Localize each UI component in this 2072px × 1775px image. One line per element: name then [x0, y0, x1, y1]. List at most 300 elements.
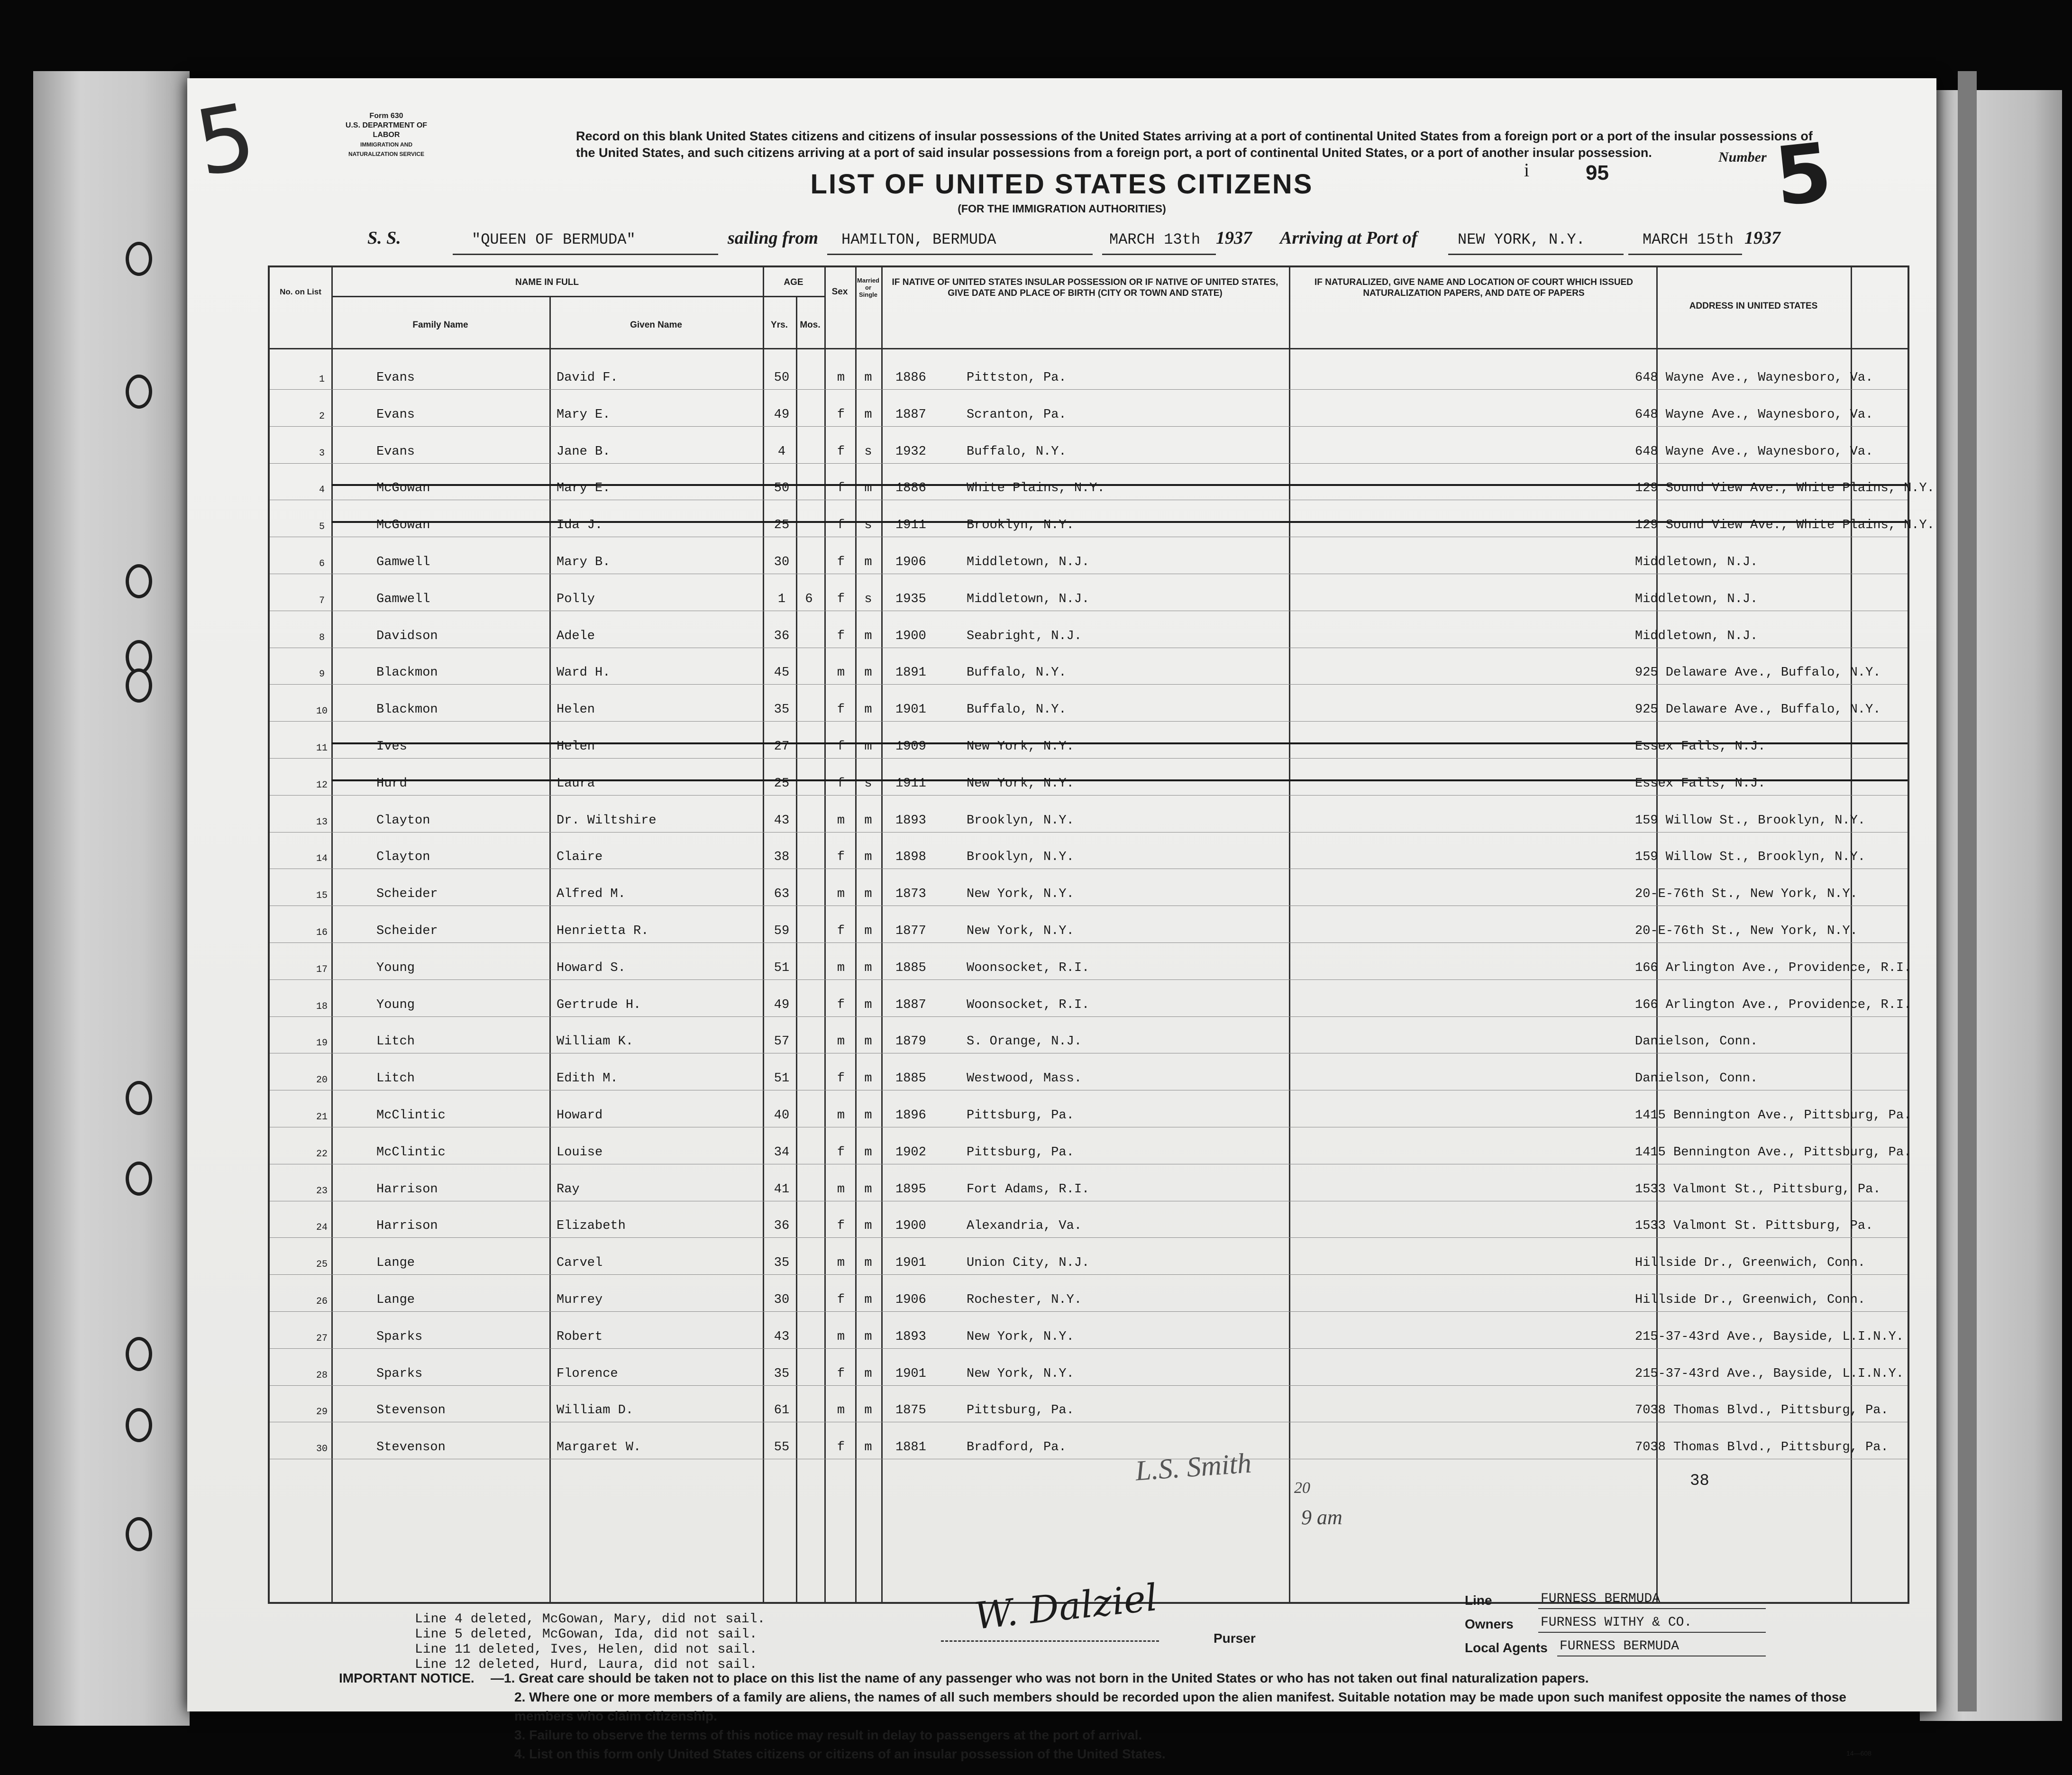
given-name: Louise: [557, 1145, 603, 1160]
given-name: Adele: [557, 629, 595, 643]
age-years: 49: [774, 407, 790, 422]
right-binder-edge: [1958, 71, 1977, 1711]
age-years: 38: [774, 850, 790, 865]
age-years: 41: [774, 1182, 790, 1197]
us-address: 129 Sound View Ave., White Plains, N.Y.: [1635, 481, 1935, 496]
row-number: 8: [319, 632, 325, 643]
birth-place: New York, N.Y.: [967, 740, 1074, 754]
small-mark: i: [1524, 159, 1530, 181]
us-address: 1415 Bennington Ave., Pittsburg, Pa.: [1635, 1145, 1912, 1160]
birth-year: 1887: [895, 407, 926, 422]
age-years: 63: [774, 887, 790, 902]
age-years: 25: [774, 776, 790, 791]
family-name: Evans: [376, 371, 415, 385]
departure-year: 1937: [1216, 228, 1252, 248]
strike-through: [331, 779, 1908, 781]
marital-status: m: [864, 1182, 872, 1197]
binder-hole: [126, 1337, 152, 1371]
col-naturalized-header: IF NATURALIZED, GIVE NAME AND LOCATION OF COURT WHICH ISSUED NATURALIZATION PAPERS, AND DATE OF PAPERS: [1314, 277, 1633, 298]
row-number: 13: [316, 816, 328, 828]
birth-year: 1909: [895, 740, 926, 754]
table-row: [270, 537, 1908, 574]
birth-place: New York, N.Y.: [967, 887, 1074, 902]
us-address: Hillside Dr., Greenwich, Conn.: [1635, 1256, 1866, 1271]
purser-signature: W. Dalziel: [972, 1576, 1159, 1638]
birth-place: Bradford, Pa.: [967, 1440, 1067, 1455]
birth-place: Buffalo, N.Y.: [967, 703, 1067, 717]
sex: f: [837, 703, 845, 717]
given-name: Alfred M.: [557, 887, 626, 902]
marital-status: s: [864, 444, 872, 459]
age-years: 57: [774, 1034, 790, 1049]
age-years: 50: [774, 371, 790, 385]
us-address: 648 Wayne Ave., Waynesboro, Va.: [1635, 407, 1873, 422]
family-name: Litch: [376, 1034, 415, 1049]
notice-item: 3. Failure to observe the terms of this notice may result in delay to passengers at the port of arrival.: [514, 1728, 1142, 1742]
row-number: 11: [316, 743, 328, 754]
row-number: 3: [319, 448, 325, 459]
marital-status: m: [864, 997, 872, 1012]
birth-year: 1891: [895, 666, 926, 680]
table-row: [270, 1016, 1908, 1053]
marital-status: m: [864, 481, 872, 496]
marital-status: s: [864, 592, 872, 606]
marital-status: m: [864, 1071, 872, 1086]
age-years: 51: [774, 1071, 790, 1086]
marital-status: m: [864, 1256, 872, 1271]
table-row: [270, 1349, 1908, 1386]
birth-place: Middletown, N.J.: [967, 555, 1090, 569]
family-name: Lange: [376, 1256, 415, 1271]
age-years: 27: [774, 740, 790, 754]
given-name: Florence: [557, 1366, 618, 1381]
sex: m: [837, 961, 845, 975]
col-family-header: Family Name: [412, 320, 468, 330]
fill-underline: [1628, 235, 1742, 255]
table-row: [270, 1422, 1908, 1459]
row-number: 1: [319, 374, 325, 385]
marital-status: m: [864, 1293, 872, 1307]
marital-status: m: [864, 887, 872, 902]
birth-place: New York, N.Y.: [967, 1366, 1074, 1381]
number-label: Number: [1718, 149, 1767, 165]
us-address: Hillside Dr., Greenwich, Conn.: [1635, 1293, 1866, 1307]
given-name: Claire: [557, 850, 603, 865]
family-name: Harrison: [376, 1182, 438, 1197]
agents-label: Local Agents: [1465, 1640, 1548, 1655]
left-binder-strip: [33, 71, 190, 1726]
us-address: Essex Falls, N.J.: [1635, 776, 1766, 791]
page-number: 95: [1586, 161, 1609, 184]
notice-title: IMPORTANT NOTICE.: [339, 1671, 475, 1685]
us-address: Middletown, N.J.: [1635, 629, 1758, 643]
table-row: [270, 722, 1908, 759]
us-address: 20-E-76th St., New York, N.Y.: [1635, 887, 1858, 902]
birth-place: Pittsburg, Pa.: [967, 1403, 1074, 1418]
birth-year: 1885: [895, 961, 926, 975]
table-row: [270, 611, 1908, 648]
birth-year: 1902: [895, 1145, 926, 1160]
family-name: Sparks: [376, 1329, 423, 1344]
age-years: 45: [774, 666, 790, 680]
birth-year: 1887: [895, 997, 926, 1012]
hand-note: 9 am: [1301, 1506, 1342, 1529]
given-name: Polly: [557, 592, 595, 606]
row-number: 16: [316, 927, 328, 938]
age-years: 35: [774, 1256, 790, 1271]
form-number: Form 630: [369, 112, 403, 120]
birth-year: 1911: [895, 518, 926, 533]
table-row: [270, 1238, 1908, 1275]
col-age-header: AGE: [784, 277, 803, 287]
birth-year: 1900: [895, 629, 926, 643]
given-name: Helen: [557, 740, 595, 754]
departure-port: HAMILTON, BERMUDA: [841, 231, 996, 248]
family-name: Evans: [376, 444, 415, 459]
sex: f: [837, 407, 845, 422]
us-address: 1415 Bennington Ave., Pittsburg, Pa.: [1635, 1108, 1912, 1123]
given-name: Mary B.: [557, 555, 611, 569]
given-name: William K.: [557, 1034, 634, 1049]
marital-status: m: [864, 1108, 872, 1123]
us-address: Middletown, N.J.: [1635, 592, 1758, 606]
birth-place: Union City, N.J.: [967, 1256, 1090, 1271]
sex: m: [837, 371, 845, 385]
row-number: 19: [316, 1038, 328, 1049]
sex: f: [837, 924, 845, 938]
age-years: 51: [774, 961, 790, 975]
given-name: Elizabeth: [557, 1219, 626, 1234]
marital-status: m: [864, 703, 872, 717]
us-address: 925 Delaware Ave., Buffalo, N.Y.: [1635, 703, 1881, 717]
row-number: 2: [319, 411, 325, 422]
sex: f: [837, 518, 845, 533]
given-name: Helen: [557, 703, 595, 717]
given-name: Dr. Wiltshire: [557, 813, 657, 828]
department-label: U.S. DEPARTMENT OF LABOR: [345, 121, 428, 139]
row-number: 18: [316, 1001, 328, 1012]
given-name: William D.: [557, 1403, 634, 1418]
given-name: Gertrude H.: [557, 997, 641, 1012]
birth-place: Westwood, Mass.: [967, 1071, 1082, 1086]
header-divider: [331, 296, 824, 297]
age-years: 35: [774, 1366, 790, 1381]
table-row: [270, 906, 1908, 943]
family-name: Scheider: [376, 887, 438, 902]
age-years: 36: [774, 629, 790, 643]
family-name: Scheider: [376, 924, 438, 938]
record-instructions: Record on this blank United States citizens and citizens of insular possessions of the United States arriving at a port of continental United States from a foreign port or a port of the insular possessions of the United States, and such citizens arriving at a port of said insular possessions from a foreign port, a port of continental United States, or a port of another insular possession.: [576, 129, 1813, 160]
col-mos-header: Mos.: [800, 320, 821, 330]
table-row: [270, 1201, 1908, 1238]
birth-place: Pittsburg, Pa.: [967, 1108, 1074, 1123]
us-address: 20-E-76th St., New York, N.Y.: [1635, 924, 1858, 938]
col-birth-header: IF NATIVE OF UNITED STATES INSULAR POSSESSION OR IF NATIVE OF UNITED STATES, GIVE DATE AND PLACE OF BIRTH (CITY OR TOWN AND STATE): [892, 277, 1278, 298]
birth-year: 1911: [895, 776, 926, 791]
sex: m: [837, 1329, 845, 1344]
us-address: 159 Willow St., Brooklyn, N.Y.: [1635, 813, 1866, 828]
birth-year: 1881: [895, 1440, 926, 1455]
birth-place: Middletown, N.J.: [967, 592, 1090, 606]
given-name: Robert: [557, 1329, 603, 1344]
family-name: Litch: [376, 1071, 415, 1086]
manifest-page: [187, 78, 1936, 1761]
family-name: Blackmon: [376, 666, 438, 680]
ss-label: S. S.: [367, 228, 401, 248]
birth-year: 1875: [895, 1403, 926, 1418]
owners-label: Owners: [1465, 1617, 1514, 1631]
given-name: Ray: [557, 1182, 580, 1197]
fill-underline: [1102, 235, 1216, 255]
family-name: Hurd: [376, 776, 407, 791]
col-yrs-header: Yrs.: [771, 320, 788, 330]
marital-status: m: [864, 555, 872, 569]
family-name: Stevenson: [376, 1403, 446, 1418]
us-address: 7038 Thomas Blvd., Pittsburg, Pa.: [1635, 1403, 1889, 1418]
row-number: 10: [316, 706, 328, 717]
birth-place: Pittston, Pa.: [967, 371, 1067, 385]
marital-status: m: [864, 740, 872, 754]
notice-item: —1. Great care should be taken not to place on this list the name of any passenger who was not born in the United States or who has not taken out final naturalization papers.: [491, 1671, 1589, 1685]
family-name: McClintic: [376, 1108, 446, 1123]
marital-status: m: [864, 1329, 872, 1344]
table-row: [270, 796, 1908, 833]
marital-status: s: [864, 518, 872, 533]
sex: f: [837, 592, 845, 606]
purser-line: [941, 1640, 1159, 1642]
family-name: Evans: [376, 407, 415, 422]
birth-place: New York, N.Y.: [967, 1329, 1074, 1344]
birth-year: 1886: [895, 371, 926, 385]
row-number: 5: [319, 522, 325, 533]
sex: f: [837, 997, 845, 1012]
given-name: Ward H.: [557, 666, 611, 680]
birth-place: Rochester, N.Y.: [967, 1293, 1082, 1307]
table-row: [270, 463, 1935, 500]
age-years: 30: [774, 555, 790, 569]
age-years: 34: [774, 1145, 790, 1160]
marital-status: m: [864, 407, 872, 422]
table-row: [270, 685, 1908, 722]
sex: m: [837, 1256, 845, 1271]
marital-status: m: [864, 924, 872, 938]
table-row: [270, 648, 1908, 685]
deletion-notes: [415, 1612, 765, 1673]
sex: f: [837, 1071, 845, 1086]
table-row: [270, 1385, 1908, 1422]
row-number: 9: [319, 669, 325, 680]
family-name: Young: [376, 961, 415, 975]
count-note: 38: [1690, 1472, 1709, 1490]
deletion-note: Line 5 deleted, McGowan, Ida, did not sail.: [415, 1627, 758, 1642]
birth-place: Buffalo, N.Y.: [967, 666, 1067, 680]
sex: f: [837, 1366, 845, 1381]
birth-place: Pittsburg, Pa.: [967, 1145, 1074, 1160]
birth-place: Woonsocket, R.I.: [967, 961, 1090, 975]
fill-underline: [453, 235, 718, 255]
row-number: 30: [316, 1444, 328, 1455]
sex: f: [837, 1293, 845, 1307]
marital-status: m: [864, 629, 872, 643]
birth-year: 1900: [895, 1219, 926, 1234]
binder-hole: [126, 1408, 152, 1442]
col-no-header: No. on List: [280, 287, 321, 296]
given-name: Mary E.: [557, 481, 611, 496]
binder-hole: [126, 1081, 152, 1115]
birth-year: 1877: [895, 924, 926, 938]
strike-through: [331, 521, 1908, 523]
us-address: 159 Willow St., Brooklyn, N.Y.: [1635, 850, 1866, 865]
service-label: IMMIGRATION AND NATURALIZATION SERVICE: [348, 141, 424, 157]
marital-status: m: [864, 1034, 872, 1049]
birth-place: Brooklyn, N.Y.: [967, 518, 1074, 533]
right-binder-strip: [1920, 90, 2062, 1721]
row-number: 20: [316, 1075, 328, 1086]
birth-year: 1896: [895, 1108, 926, 1123]
us-address: 925 Delaware Ave., Buffalo, N.Y.: [1635, 666, 1881, 680]
age-years: 50: [774, 481, 790, 496]
col-name-header: NAME IN FULL: [515, 277, 579, 287]
table-row: [270, 427, 1908, 464]
us-address: 1533 Valmont St., Pittsburg, Pa.: [1635, 1182, 1881, 1197]
departure-date: MARCH 13th: [1109, 231, 1201, 248]
table-row: [270, 353, 1908, 390]
notice-item: 4. List on this form only United States citizens or citizens of an insular possession of the United States.: [514, 1747, 1166, 1761]
marital-status: m: [864, 1403, 872, 1418]
family-name: McGowan: [376, 481, 430, 496]
sex: f: [837, 740, 845, 754]
given-name: Howard: [557, 1108, 603, 1123]
birth-place: S. Orange, N.J.: [967, 1034, 1082, 1049]
given-name: Laura: [557, 776, 595, 791]
row-number: 21: [316, 1112, 328, 1123]
fill-underline: [1538, 1608, 1766, 1609]
table-row: [270, 943, 1912, 980]
col-married-header: Married or Single: [857, 277, 879, 298]
birth-year: 1935: [895, 592, 926, 606]
fill-underline: [1448, 235, 1624, 255]
binder-hole: [126, 564, 152, 598]
birth-place: New York, N.Y.: [967, 776, 1074, 791]
birth-place: Fort Adams, R.I.: [967, 1182, 1090, 1197]
form-code: 14—608: [1846, 1749, 1871, 1757]
sex: m: [837, 1108, 845, 1123]
family-name: McGowan: [376, 518, 430, 533]
marital-status: m: [864, 1440, 872, 1455]
fill-underline: [1538, 1632, 1766, 1633]
age-years: 1: [777, 592, 786, 606]
row-number: 26: [316, 1296, 328, 1307]
sex: m: [837, 1403, 845, 1418]
sex: m: [837, 1182, 845, 1197]
age-years: 43: [774, 1329, 790, 1344]
us-address: 1533 Valmont St. Pittsburg, Pa.: [1635, 1219, 1873, 1234]
page-subtitle: (FOR THE IMMIGRATION AUTHORITIES): [958, 202, 1166, 215]
birth-place: Buffalo, N.Y.: [967, 444, 1067, 459]
family-name: Ives: [376, 740, 407, 754]
family-name: Clayton: [376, 813, 430, 828]
marital-status: m: [864, 850, 872, 865]
us-address: 166 Arlington Ave., Providence, R.I.: [1635, 961, 1912, 975]
row-number: 17: [316, 964, 328, 975]
age-years: 55: [774, 1440, 790, 1455]
birth-year: 1893: [895, 813, 926, 828]
age-years: 30: [774, 1293, 790, 1307]
given-name: Ida J.: [557, 518, 603, 533]
deletion-note: Line 4 deleted, McGowan, Mary, did not sail.: [415, 1612, 766, 1627]
family-name: Gamwell: [376, 592, 430, 606]
birth-year: 1879: [895, 1034, 926, 1049]
birth-place: New York, N.Y.: [967, 924, 1074, 938]
us-address: 166 Arlington Ave., Providence, R.I.: [1635, 997, 1912, 1012]
birth-place: Alexandria, Va.: [967, 1219, 1082, 1234]
family-name: Harrison: [376, 1219, 438, 1234]
row-number: 25: [316, 1259, 328, 1271]
table-row: [270, 390, 1908, 427]
birth-year: 1932: [895, 444, 926, 459]
fill-underline: [827, 235, 1093, 255]
us-address: Danielson, Conn.: [1635, 1071, 1758, 1086]
birth-place: Seabright, N.J.: [967, 629, 1082, 643]
stamp-number: 5: [188, 83, 263, 197]
row-number: 4: [319, 485, 325, 496]
birth-place: White Plains, N.Y.: [967, 481, 1105, 496]
marital-status: m: [864, 813, 872, 828]
row-number: 14: [316, 853, 328, 865]
us-address: Danielson, Conn.: [1635, 1034, 1758, 1049]
given-name: Jane B.: [557, 444, 611, 459]
family-name: Sparks: [376, 1366, 423, 1381]
family-name: Clayton: [376, 850, 430, 865]
given-name: Edith M.: [557, 1071, 618, 1086]
header-bottom: [270, 348, 1908, 349]
row-number: 27: [316, 1333, 328, 1344]
family-name: Gamwell: [376, 555, 430, 569]
col-address-header: ADDRESS IN UNITED STATES: [1689, 301, 1818, 311]
marital-status: m: [864, 1219, 872, 1234]
row-number: 12: [316, 779, 328, 791]
sailing-from-label: sailing from: [728, 228, 819, 248]
us-address: Middletown, N.J.: [1635, 555, 1758, 569]
line-value: FURNESS BERMUDA: [1541, 1592, 1661, 1606]
age-years: 4: [777, 444, 786, 459]
marital-status: m: [864, 371, 872, 385]
marital-status: m: [864, 1145, 872, 1160]
birth-year: 1886: [895, 481, 926, 496]
family-name: Davidson: [376, 629, 438, 643]
sex: f: [837, 1440, 845, 1455]
birth-place: Brooklyn, N.Y.: [967, 813, 1074, 828]
birth-year: 1898: [895, 850, 926, 865]
purser-label: Purser: [1214, 1631, 1256, 1646]
table-row: [270, 1053, 1908, 1090]
birth-year: 1906: [895, 555, 926, 569]
inspector-signature: L.S. Smith: [1134, 1447, 1253, 1487]
birth-year: 1901: [895, 1366, 926, 1381]
marital-status: m: [864, 666, 872, 680]
agents-value: FURNESS BERMUDA: [1560, 1639, 1680, 1654]
col-sex-header: Sex: [831, 287, 848, 297]
row-number: 23: [316, 1185, 328, 1197]
passenger-table: [268, 265, 1935, 1604]
us-address: 215-37-43rd Ave., Bayside, L.I.N.Y.: [1635, 1329, 1904, 1344]
given-name: Mary E.: [557, 407, 611, 422]
marital-status: m: [864, 961, 872, 975]
given-name: Henrietta R.: [557, 924, 649, 938]
us-address: 129 Sound View Ave., White Plains, N.Y.: [1635, 518, 1935, 533]
row-number: 22: [316, 1148, 328, 1160]
sex: f: [837, 555, 845, 569]
